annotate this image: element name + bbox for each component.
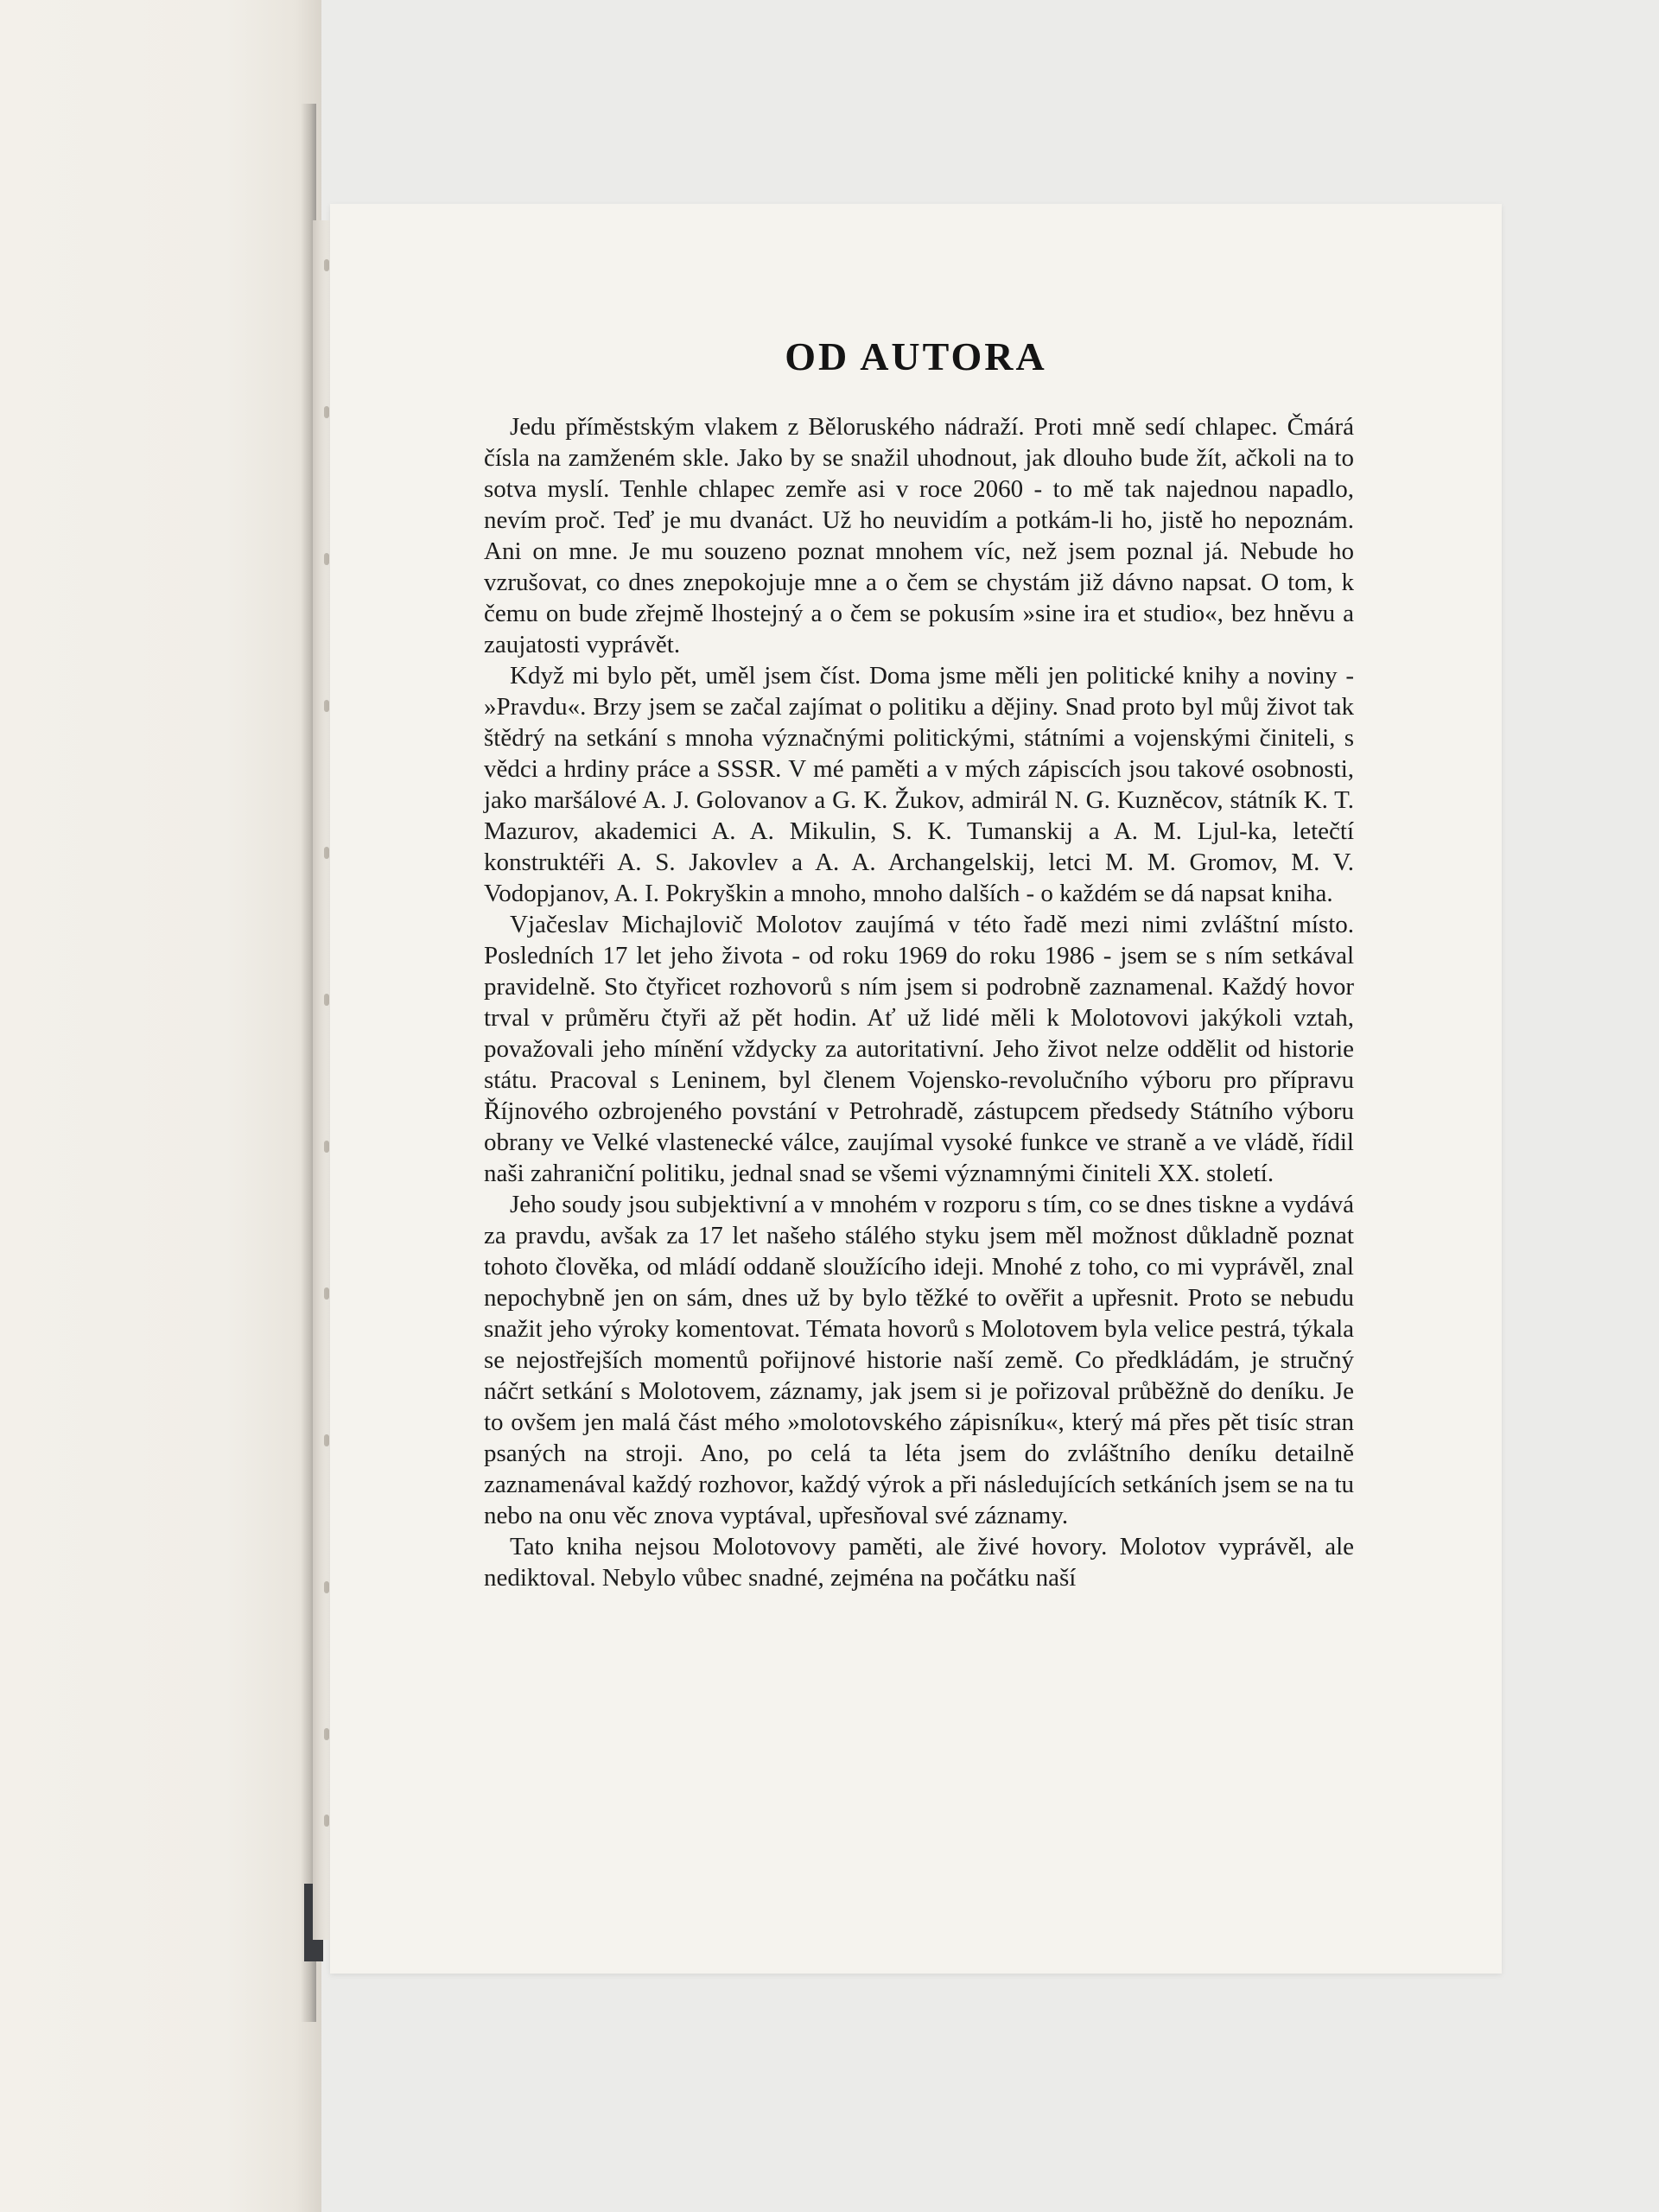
paragraph: Jeho soudy jsou subjektivní a v mnohém v rozporu s tím, co se dnes tiskne a vydává za pravdu, avšak za 17 let našeho stálého styku jsem měl možnost důkladně poznat tohoto člověka, od mládí oddaně sloužícího ideji. Mnohé z toho, co mi vyprávěl, znal nepochybně jen on sám, dnes už by bylo těžké to ověřit a upřesnit. Proto se nebudu snažit jeho výroky komentovat. Témata hovorů s Molotovem byla velice pestrá, týkala se nejostřejších momentů pořijnové historie naší země. Co předkládám, je stručný náčrt setkání s Molotovem, záznamy, jak jsem si je pořizoval průběžně do deníku. Je to ovšem jen malá část mého »molotovského zápisníku«, který má přes pět tisíc stran psaných na stroji. Ano, po celá ta léta jsem do zvláštního deníku detailně zaznamenával každý rozhovor, každý výrok a při následujících setkáních jsem se na tu nebo na onu věc znova vyptával, upřesňoval své záznamy. xyxy=(484,1191,1354,1529)
binding-stitch xyxy=(324,1434,329,1446)
binding-stitch xyxy=(324,553,329,565)
book-gutter xyxy=(313,220,332,1940)
paragraph: Když mi bylo pět, uměl jsem číst. Doma jsme měli jen politické knihy a noviny - »Pravdu«. Brzy jsem se začal zajímat o politiku a dějiny. Snad proto byl můj život tak štědrý na setkání s mnoha význačnými politickými, státními a vojenskými činiteli, s vědci a hrdiny práce a SSSR. V mé paměti a v mých zápiscích jsou takové osobnosti, jako maršálové A. J. Golovanov a G. K. Žukov, admirál N. G. Kuzněcov, státník K. T. Mazurov, akademici A. A. Mikulin, S. K. Tumanskij a A. M. Ljul-ka, letečtí konstruktéři A. S. Jakovlev a A. A. Archangelskij, letci M. M. Gromov, M. V. Vodopjanov, A. I. Pokryškin a mnoho, mnoho dalších - o každém se dá napsat kniha. xyxy=(484,662,1354,907)
left-page xyxy=(0,0,321,2212)
binding-stitch xyxy=(324,1581,329,1593)
binding-stitch xyxy=(324,847,329,859)
binding-stitch xyxy=(324,700,329,712)
paragraph: Tato kniha nejsou Molotovovy paměti, ale živé hovory. Molotov vyprávěl, ale nediktoval. Nebylo vůbec snadné, zejména na počátku naší xyxy=(484,1533,1354,1592)
binding-stitch xyxy=(324,259,329,271)
binding-stitch xyxy=(324,1815,329,1827)
binding-stitch xyxy=(324,1728,329,1740)
binding-stitch xyxy=(324,1141,329,1153)
right-page xyxy=(330,204,1502,1974)
body-text xyxy=(484,411,1354,1593)
paragraph: Jedu příměstským vlakem z Běloruského nádraží. Proti mně sedí chlapec. Čmárá čísla na zamženém skle. Jako by se snažil uhodnout, jak dlouho bude žít, ačkoli na to sotva myslí. Tenhle chlapec zemře asi v roce 2060 - to mě tak najednou napadlo, nevím proč. Teď je mu dvanáct. Už ho neuvidím a potkám-li ho, jistě ho nepoznám. Ani on mne. Je mu souzeno poznat mnohem víc, než jsem poznal já. Nebude ho vzrušovat, co dnes znepokojuje mne a o čem se chystám již dávno napsat. O tom, k čemu on bude zřejmě lhostejný a o čem se pokusím »sine ira et studio«, bez hněvu a zaujatosti vyprávět. xyxy=(484,413,1354,658)
binding-stitch xyxy=(324,1287,329,1300)
binding-stitch xyxy=(324,994,329,1006)
binding-stitch xyxy=(324,406,329,418)
page-title: OD AUTORA xyxy=(785,334,1047,378)
paragraph: Vjačeslav Michajlovič Molotov zaujímá v této řadě mezi nimi zvláštní místo. Posledních 17 let jeho života - od roku 1969 do roku 1986 - jsem se s ním setkával pravidelně. Sto čtyřicet rozhovorů s ním jsem si podrobně zaznamenal. Každý hovor trval v průměru čtyři až pět hodin. Ať už lidé měli k Molotovovi jakýkoli vztah, považovali jeho mínění vždycky za autoritativní. Jeho život nelze oddělit od historie státu. Pracoval s Leninem, byl členem Vojensko-revolučního výboru pro přípravu Říjnového ozbrojeného povstání v Petrohradě, zástupcem předsedy Státního výboru obrany ve Velké vlastenecké válce, zaujímal vysoké funkce ve straně a ve vládě, řídil naši zahraniční politiku, jednal snad se všemi významnými činiteli XX. století. xyxy=(484,911,1354,1187)
